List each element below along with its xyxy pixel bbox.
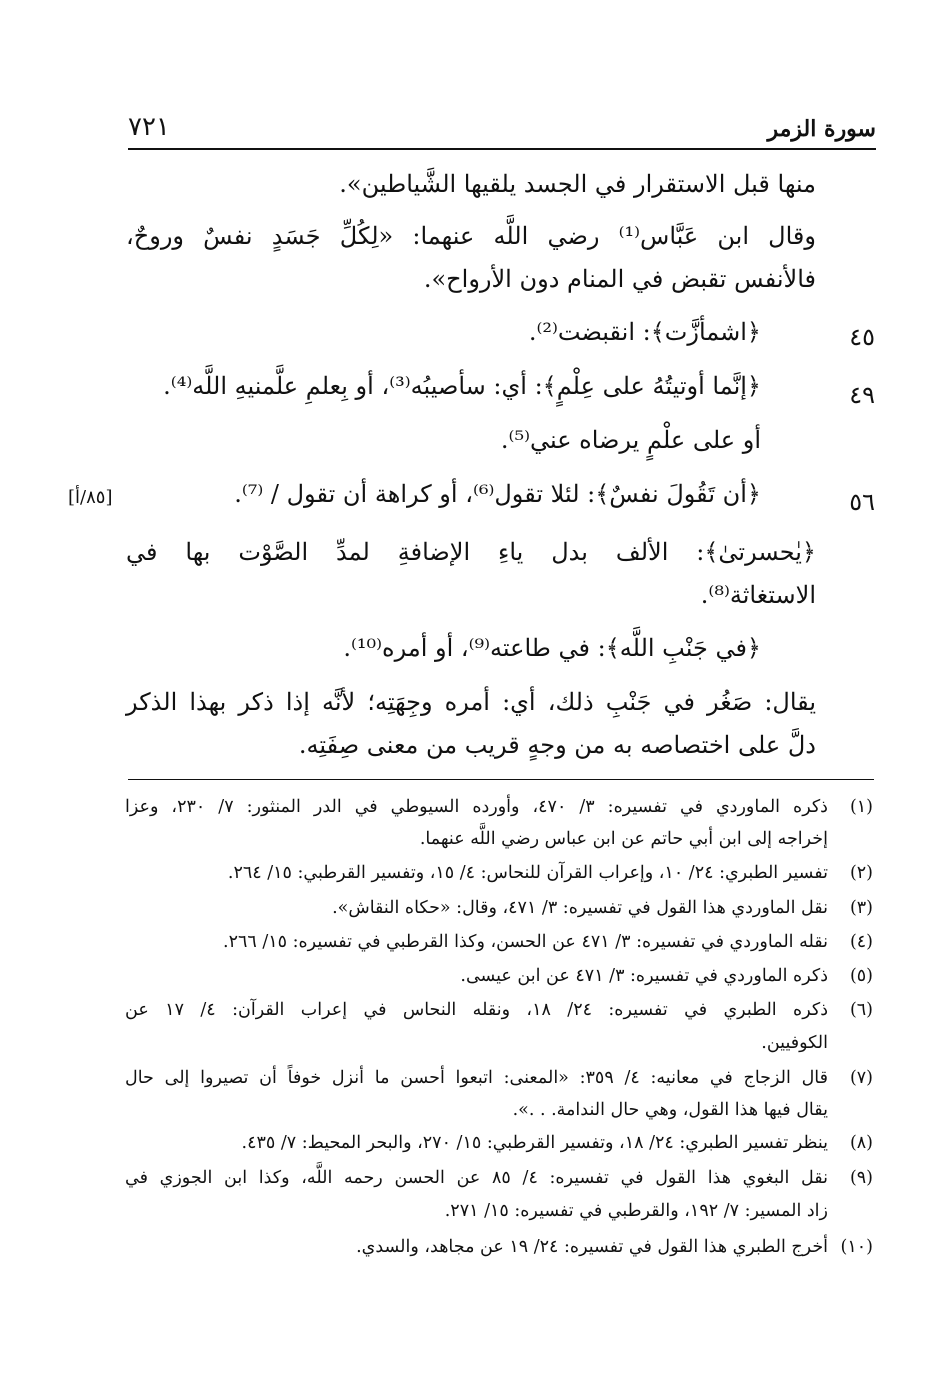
footnote-line: أخرج الطبري هذا القول في تفسيره: ٢٤/ ١٩ عن مجاهد، والسدي. <box>356 1237 828 1257</box>
body-line: فالأنفس تقبض في المنام دون الأرواح». <box>423 265 816 293</box>
verse-gloss: ﴿اشمأزَّت﴾: انقبضت⁽²⁾. <box>528 318 761 346</box>
footnote-line: نقل البغوي هذا القول في تفسيره: ٤/ ٨٥ عن الحسن رحمه اللَّه، وكذا ابن الجوزي في <box>125 1168 828 1188</box>
footnote-separator <box>128 779 874 780</box>
footnote-line: نقل الماوردي هذا القول في تفسيره: ٣/ ٤٧١، وقال: «حكاه النقاش». <box>332 898 828 918</box>
body-line: منها قبل الاستقرار في الجسد يلقيها الشَّياطين». <box>339 170 816 198</box>
verse-number: ٥٦ <box>849 488 875 516</box>
body-line: ﴿يٰحسرتىٰ﴾: الألف بدل ياءِ الإضافةِ لمدِّ الصَّوْت بها في <box>126 538 816 566</box>
footnote-number: (١٠) <box>840 1237 873 1257</box>
manuscript-folio-ref: [٨٥/أ] <box>68 487 113 508</box>
footnote-number: (٣) <box>849 898 873 918</box>
footnote-line: قال الزجاج في معانيه: ٤/ ٣٥٩: «المعنى: اتبعوا أحسن ما أنزل خوفاً أن تصيروا إلى حال <box>125 1068 828 1088</box>
verse-number: ٤٩ <box>849 381 875 409</box>
footnote-number: (٥) <box>849 966 873 986</box>
footnote-line: زاد المسير: ٧/ ١٩٢، والقرطبي في تفسيره: ١٥/ ٢٧١. <box>444 1201 828 1221</box>
footnote-number: (١) <box>849 797 873 817</box>
body-line: الاستغاثة⁽⁸⁾. <box>700 581 816 609</box>
footnote-line: تفسير الطبري: ٢٤/ ١٠، وإعراب القرآن للنحاس: ٤/ ١٥، وتفسير القرطبي: ١٥/ ٢٦٤. <box>227 863 828 883</box>
footnote-line: ذكره الماوردي في تفسيره: ٣/ ٤٧٠، وأورده السيوطي في الدر المنثور: ٧/ ٢٣٠، وعزا <box>125 797 828 817</box>
page-header <box>128 112 876 150</box>
footnote-number: (٨) <box>849 1133 873 1153</box>
page-number: ٧٢١ <box>128 112 170 142</box>
body-line: وقال ابن عَبَّاس⁽¹⁾ رضي اللَّه عنهما: «لِكُلِّ جَسَدٍ نفسٌ وروحٌ، <box>126 222 816 250</box>
footnote-line: الكوفيين. <box>761 1033 828 1053</box>
footnote-line: إخراجه إلى ابن أبي حاتم عن ابن عباس رضي اللَّه عنهما. <box>419 829 828 849</box>
footnote-number: (٩) <box>849 1168 873 1188</box>
body-line: ﴿في جَنْبِ اللَّه﴾: في طاعته⁽⁹⁾، أو أمره⁽¹⁰⁾. <box>343 634 761 662</box>
verse-gloss: ﴿إنَّما أوتيتُهُ على عِلْمٍ﴾: أي: سأصيبُه⁽³⁾، أو بِعلمِ علَّمنيهِ اللَّه⁽⁴⁾. <box>163 372 761 400</box>
body-line: أو على علْمٍ يرضاه عني⁽⁵⁾. <box>500 426 761 454</box>
footnote-line: ذكره الطبري في تفسيره: ٢٤/ ١٨، ونقله النحاس في إعراب القرآن: ٤/ ١٧ عن <box>125 1000 828 1020</box>
footnote-line: يقال فيها هذا القول، وهي حال الندامة. . .». <box>512 1100 828 1120</box>
verse-gloss: ﴿أن تَقُولَ نفسٌ﴾: لئلا تقول⁽⁶⁾، أو كراهة أن تقول / ⁽⁷⁾. <box>234 480 761 508</box>
footnote-line: ذكره الماوردي في تفسيره: ٣/ ٤٧١ عن ابن عيسى. <box>460 966 828 986</box>
footnote-line: ينظر تفسير الطبري: ٢٤/ ١٨، وتفسير القرطبي: ١٥/ ٢٧٠، والبحر المحيط: ٧/ ٤٣٥. <box>241 1133 828 1153</box>
footnote-number: (٢) <box>849 863 873 883</box>
footnote-number: (٤) <box>849 932 873 952</box>
footnote-number: (٧) <box>849 1068 873 1088</box>
surah-title: سورة الزمر <box>767 116 876 142</box>
body-line: يقال: صَغُر في جَنْبِ ذلك، أي: أمره وجِهَتِه؛ لأنَّه إذا ذكر بهذا الذكر <box>126 688 816 716</box>
footnote-line: نقله الماوردي في تفسيره: ٣/ ٤٧١ عن الحسن، وكذا القرطبي في تفسيره: ١٥/ ٢٦٦. <box>222 932 828 952</box>
body-line: دلَّ على اختصاصه به من وجهٍ قريب من معنى صِفَتِه. <box>298 731 816 759</box>
verse-number: ٤٥ <box>849 323 875 351</box>
footnote-number: (٦) <box>849 1000 873 1020</box>
